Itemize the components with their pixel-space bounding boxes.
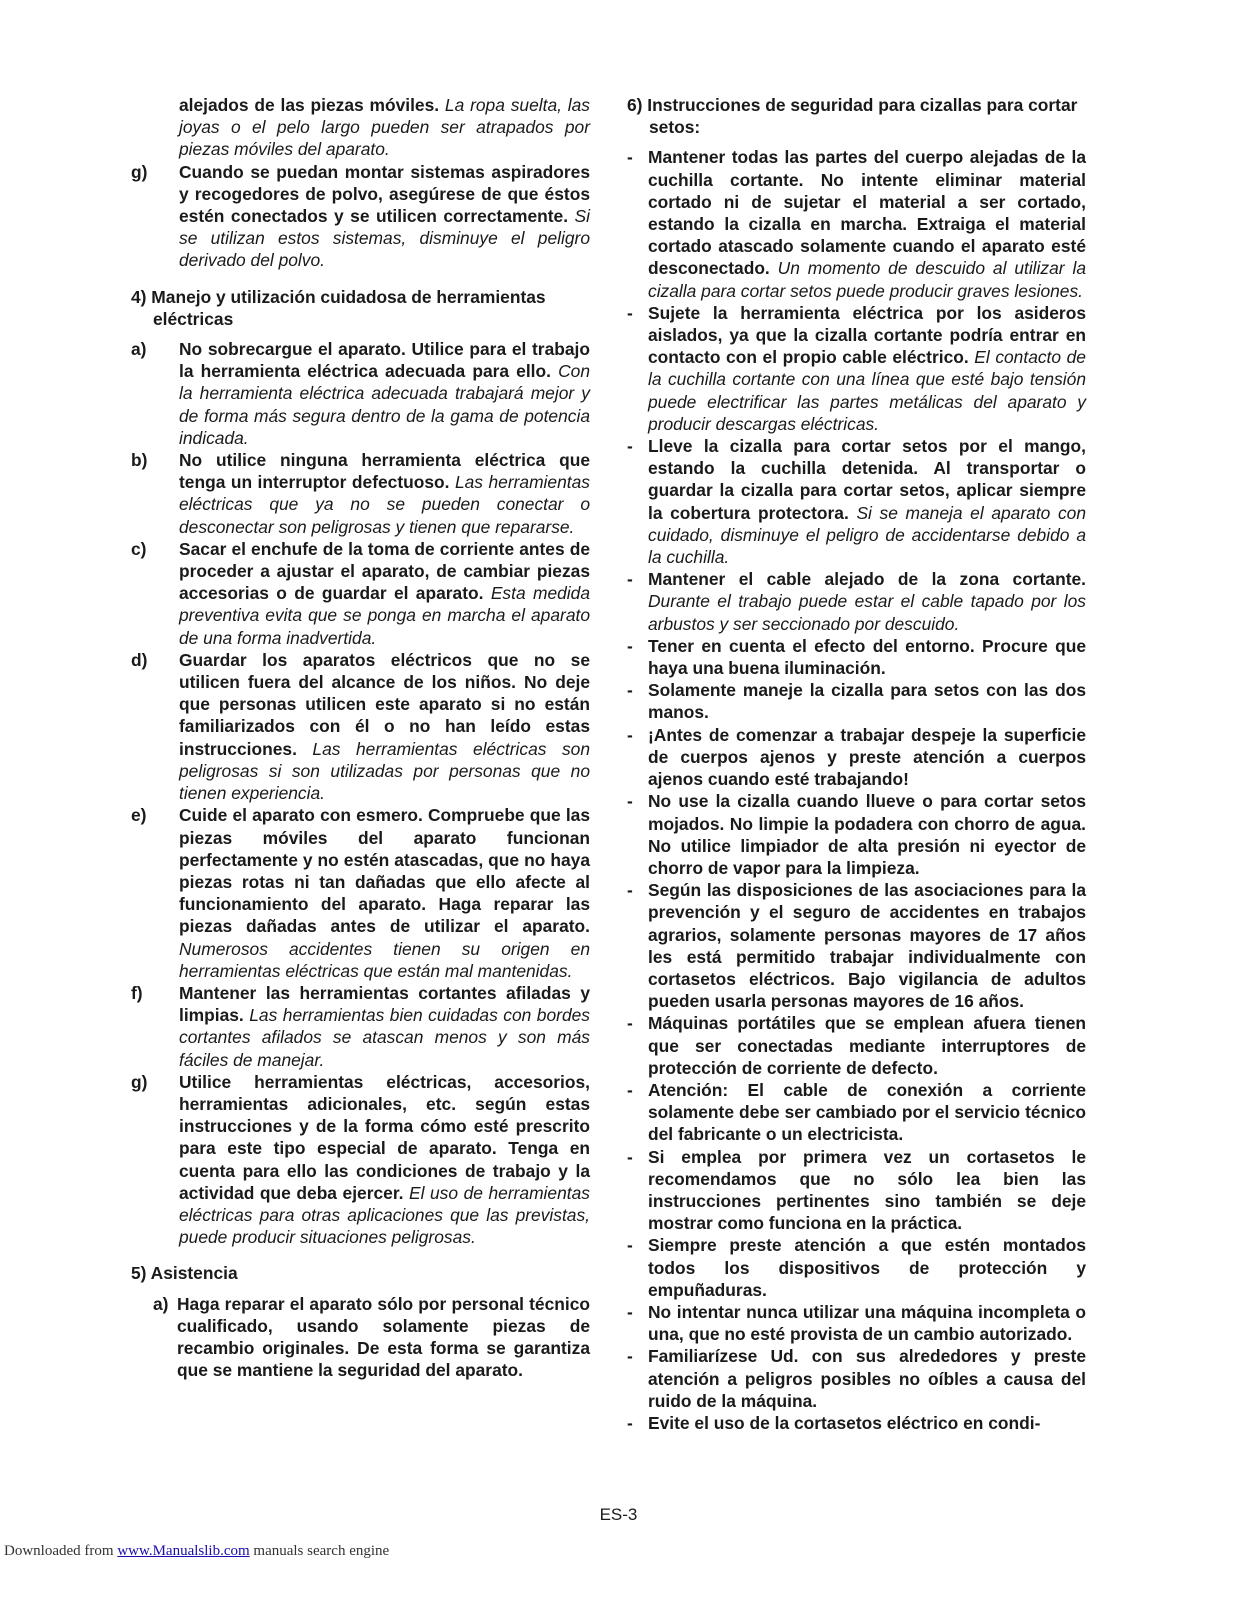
section-heading-4: 4) Manejo y utilización cuidadosa de herramientas eléctricas xyxy=(131,286,546,329)
list-item: d) Guardar los aparatos eléctricos que no se utilicen fuera del alcance de los niños. No deje que personas utilicen este aparato si no están familiarizados con él o no han leído estas instrucciones. Las herramientas eléctricas son peligrosas si son utilizadas por personas que no tienen experiencia. xyxy=(131,649,590,804)
bullet-item: - ¡Antes de comenzar a trabajar despeje la superficie de cuerpos ajenos y preste atención a cuerpos ajenos cuando esté trabajando! xyxy=(627,724,1086,790)
list-item: g) Utilice herramientas eléctricas, accesorios, herramientas adicionales, etc. según estas instrucciones y de la forma cómo esté prescrito para este tipo especial de aparato. Tenga en cuenta para ello las condiciones de trabajo y la actividad que deba ejercer. El uso de herramientas eléctricas para otras aplicaciones que las previstas, puede producir situaciones peligrosas. xyxy=(131,1071,590,1248)
bullet-item: - Si emplea por primera vez un cortasetos le recomendamos que no sólo lea bien las instrucciones pertinentes sino también se deje mostrar como funciona en la práctica. xyxy=(627,1146,1086,1234)
list-item: c) Sacar el enchufe de la toma de corriente antes de proceder a ajustar el aparato, de cambiar piezas accesorias o de guardar el aparato. Esta medida preventiva evita que se ponga en marcha el aparato de una forma inadvertida. xyxy=(131,538,590,648)
bullet-item: - Siempre preste atención a que estén montados todos los dispositivos de protección y empuñaduras. xyxy=(627,1235,1086,1300)
bullet-item: - Lleve la cizalla para cortar setos por el mango, estando la cuchilla detenida. Al transportar o guardar la cizalla para cortar setos, aplicar siempre la cobertura protectora. Si se maneja el aparato con cuidado, disminuye el peligro de accidentarse debido a la cuchilla. xyxy=(627,436,1086,568)
bullet-item: - No use la cizalla cuando llueve o para cortar setos mojados. No limpie la podadera con chorro de agua. No utilice limpiador de alta presión ni eyector de chorro de vapor para la limpieza. xyxy=(627,791,1086,878)
list-item: a) No sobrecargue el aparato. Utilice para el trabajo la herramienta eléctrica adecuada para ello. Con la herramienta eléctrica adecuada trabajará mejor y de forma más segura dentro de la gama de potencia indicada. xyxy=(131,339,590,448)
bullet-item: - Mantener todas las partes del cuerpo alejadas de la cuchilla cortante. No intente eliminar material cortado ni de sujetar el material a ser cortado, estando la cizalla en marcha. Extraiga el material cortado atascado solamente cuando el aparato esté desconectado. Un momento de descuido al utilizar la cizalla para cortar setos puede producir graves lesiones. xyxy=(627,147,1086,301)
bullet-item: - Según las disposiciones de las asociaciones para la prevención y el seguro de accidentes en trabajos agrarios, solamente personas mayores de 17 años les está permitido trabajar individualmente con cortasetos eléctricos. Bajo vigilancia de adultos pueden usarla personas mayores de 16 años. xyxy=(627,880,1086,1012)
bullet-item: - Solamente maneje la cizalla para setos con las dos manos. xyxy=(627,680,1086,723)
bullet-item: - Tener en cuenta el efecto del entorno. Procure que haya una buena iluminación. xyxy=(627,635,1086,679)
bullet-item: - No intentar nunca utilizar una máquina incompleta o una, que no esté provista de un cambio autorizado. xyxy=(627,1301,1086,1345)
bullet-item: - Máquinas portátiles que se emplean afuera tienen que ser conectadas mediante interruptores de protección de corriente de defecto. xyxy=(627,1013,1086,1078)
bullet-item: - Familiarízese Ud. con sus alrededores y preste atención a peligros posibles no oíbles a causa del ruido de la máquina. xyxy=(627,1346,1086,1411)
continued-paragraph: alejados de las piezas móviles. La ropa suelta, las joyas o el pelo largo pueden ser atrapados por piezas móviles del aparato. xyxy=(179,95,590,160)
list-item: b) No utilice ninguna herramienta eléctrica que tenga un interruptor defectuoso. Las herramientas eléctricas que ya no se pueden conectar o desconectar son peligrosas y tienen que repararse. xyxy=(131,450,590,537)
bullet-item: - Atención: El cable de conexión a corriente solamente debe ser cambiado por el servicio técnico del fabricante o un electricista. xyxy=(627,1079,1086,1145)
bullet-item: - Evite el uso de la cortasetos eléctrico en condi- xyxy=(627,1412,1041,1433)
right-column xyxy=(627,94,1086,1434)
bullet-item: - Sujete la herramienta eléctrica por los asideros aislados, ya que la cizalla cortante podría entrar en contacto con el propio cable eléctrico. El contacto de la cuchilla cortante con una línea que esté bajo tensión puede electrificar las partes metálicas del aparato y producir descargas eléctricas. xyxy=(627,302,1086,434)
page-number: ES-3 xyxy=(599,1505,638,1524)
list-item: a) Haga reparar el aparato sólo por personal técnico cualificado, usando solamente piezas de recambio originales. De esta forma se garantiza que se mantiene la seguridad del aparato. xyxy=(153,1293,590,1381)
list-item-g-section3: g) Cuando se puedan montar sistemas aspiradores y recogedores de polvo, asegúrese de que éstos estén conectados y se utilicen correctamente. Si se utilizan estos sistemas, disminuye el peligro derivado del polvo. xyxy=(131,161,590,271)
manualslib-link[interactable]: www.Manualslib.com xyxy=(117,1543,250,1559)
list-item: f) Mantener las herramientas cortantes afiladas y limpias. Las herramientas bien cuidadas con bordes cortantes afilados se atascan menos y son más fáciles de manejar. xyxy=(131,982,590,1070)
list-item: e) Cuide el aparato con esmero. Compruebe que las piezas móviles del aparato funcionan perfectamente y no estén atascadas, que no haya piezas rotas ni tan dañadas que ello afecte al funcionamiento del aparato. Haga reparar las piezas dañadas antes de utilizar el aparato. Numerosos accidentes tienen su origen en herramientas eléctricas que están mal mantenidas. xyxy=(131,805,590,981)
section-heading-5: 5) Asistencia xyxy=(131,1263,238,1284)
section-heading-6: 6) Instrucciones de seguridad para cizallas para cortar setos: xyxy=(627,95,1078,138)
left-column xyxy=(131,94,590,1381)
download-footer: Downloaded from www.Manualslib.com manuals search engine xyxy=(4,1543,390,1559)
bullet-item: - Mantener el cable alejado de la zona cortante. Durante el trabajo puede estar el cable tapado por los arbustos y ser seccionado por descuido. xyxy=(627,569,1086,634)
